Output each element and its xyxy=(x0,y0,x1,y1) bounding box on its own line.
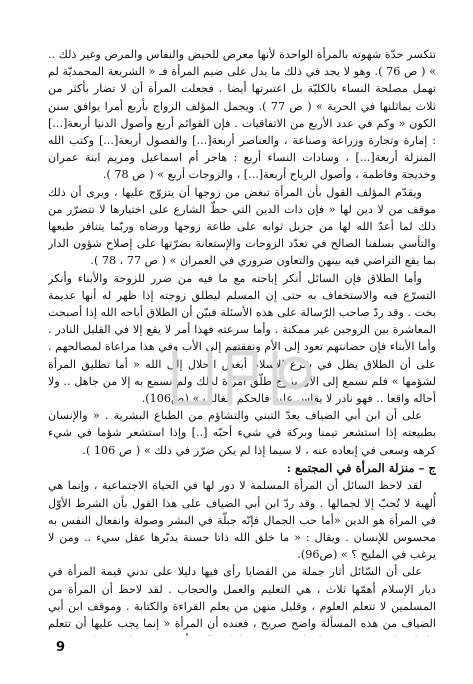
paragraph-co-wife: ويقدّم المؤلف القول بأن المرأة تبغض من زوجها أن يتزوّج عليها ، ويرى أن ذلك موقف من لا دين لها « فإن ذات الدين التي حظّ الشارع على اختيارها لا تتضرّر من ذلك لما أعدّ الله لها من جزيل ثوابه على طاعة زوجها ورضاه وربّما يتنافر طبعها والتأسي بسلفنا الصالح في تعدّد الزوجات والإستعانة بضرّتها على إصلاح شؤون الدار بما يقع التراضي فيه بينهن والتعاون ضروري في العمران » ( ص 77 ، 78 ). xyxy=(48,185,436,268)
page-number: 9 xyxy=(56,640,66,655)
paragraph-divorce: وأما الطلاق فإن السائل أنكر إباحته مع ما فيه من ضرر للزوجة والأبناء وأنكر التسرّع فيه والاستخفاف به حتى إن المسلم ليطلق زوجته إذا ظهر له أنها عديمة بخت . وقد ردّ صاحب الرّسالة على هذه الأسئلة فبيّن أن الطلاق أباحه الله إذا أصبحت المعاشرة بين الزوجين غير ممكنة . وأما سرعته فهذا أمر لا يقع إلا في القليل النادر . وأما الأبناء فإن حضانتهم تعود إلى الأم ونفقتهم إلى الأب وفي هذا مراعاة لمصالحهم . على أن الطلاق يظل في شرع الإسلام أبغض الحلال إلى الله « أما تطليق المرأة لشؤمها » فلم نسمع إلى الآن بزوج طلّق امرأة لذلك ولم نسمع به إلا من جاهل .. ولا أحاله واقعا .. فهو نادر لا يقاس عليه فالحكم للغالب » (ص106). xyxy=(48,271,436,406)
paragraph-polygamy: تتكسر حدّة شهوته بالمرأة الواحدة لأنها معرض للحيض والنفاس والمرض وغير ذلك .. » ( ص 76 ). وهو لا يجد في ذلك ما يدل على ضيم المرأة فـ « الشريعة المحمديّة لم تهمل مصلحة النساء بالكليّة بل اعتبرتها أيضا . فجعلت المرأة أن لا تضار بأكثر من ثلاث يماثلنها في الحرية » ( ص 77 ). ويجمل المؤلف الزواج بأربع أمرا يوافق سنن الكون « وكم في عدد الأربع من الاتفاقيات . فإن القوائم أربع وأصول الدنيا أربعة[...] : إمارة وتجارة وزراعة وصناعة ، والعناصر أربعة[...] والفصول أربعة[...] وكتب الله المنزلة أربعة[...] ، وسادات النساء أربع : هاجر أم اسماعيل ومريم ابنة عمران وخديجة وفاطمة ، وأصول الرياح أربعة[...] ، والزوجات أربع » ( ص 78 ). xyxy=(48,48,436,182)
paragraph-education: على أن السّائل أثار جملة من القضايا رأى فيها دليلا على تدني قيمة المرأة في ديار الإسلام أهمّها ثلاث ، هي التعليم والعمل والحجاب . لقد لاحظ أن المرأة من المسلمين لا تتعلم العلوم ، وقليل منهن من يعلم القراءة والكتابة . وموقف ابن أبي الضياف من هذه المسألة واضح صريح ، فعنده أن المرأة « إنما يجب عليها أن تتعلم xyxy=(48,565,436,630)
paragraph-superstition: على أن ابن أبي الضياف يعدّ التبني والتشاؤم من الطباع البشرية . « والإنسان بطبيعته إذا استشعر تيمنا وبركة في شيء أحبّه [..] وإذا استشعر شؤما في شيء كرهه وسعى في إبعاده عنه ، لا سيما إذا لم يكن ضرّر في ذلك » ( ص 106 ). xyxy=(48,409,436,457)
section-heading: ج – منزلة المرأة في المجتمع : xyxy=(286,460,436,475)
paragraph-beauty: لقد لاحظ السائل أن المرأة المسلمة لا دور لها في الحياة الاجتماعية ، وإنما هي أُلهية لا تُحبّ إلا لجمالها . وقد ردّ ابن أبي الضياف على هذا القول بأن الشرط الأوّل في المرأة هو الدين «أما حب الجمال فإنّه جبلّة في البشر وصولة وانفعال النفس به محسوس للإنسان . ويقال : « ما خلق الله ذاتا حسنة يدبّرها عقل سيء .. ومن لا يرغب في المليح ؟ » (ص96). xyxy=(48,479,436,562)
document-page xyxy=(48,46,436,636)
